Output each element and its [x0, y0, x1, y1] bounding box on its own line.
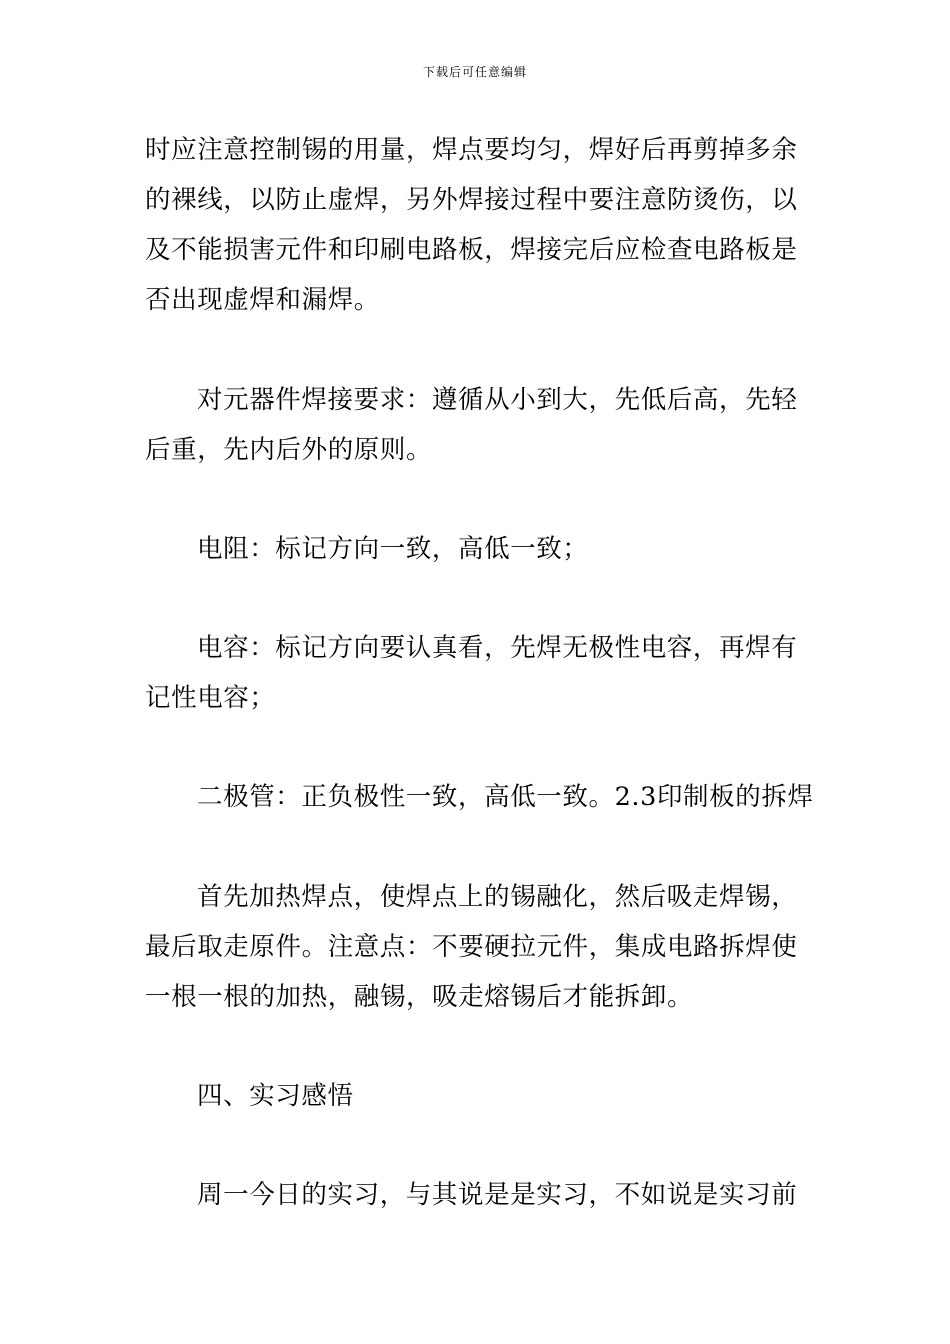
paragraph-desoldering [145, 872, 809, 1022]
paragraph-line: 时应注意控制锡的用量，焊点要均匀，焊好后再剪掉多余 [145, 135, 798, 165]
paragraph-line: 否出现虚焊和漏焊。 [145, 285, 380, 315]
paragraph-line: 记性电容； [145, 683, 276, 713]
paragraph-line: 对元器件焊接要求：遵循从小到大，先低后高，先轻 [197, 385, 798, 415]
paragraph-diode [145, 772, 814, 822]
page-header: 下载后可任意编辑 [422, 65, 527, 79]
paragraph-soldering-notes [145, 125, 809, 325]
paragraph-line: 电容：标记方向要认真看，先焊无极性电容，再焊有 [197, 633, 798, 663]
paragraph-line: 首先加热焊点，使焊点上的锡融化，然后吸走焊锡， [197, 882, 798, 912]
paragraph-line: 的裸线，以防止虚焊，另外焊接过程中要注意防烫伤，以 [145, 185, 798, 215]
paragraph-line: 周一今日的实习，与其说是是实习，不如说是实习前 [197, 1180, 798, 1210]
paragraph-line: 一根一根的加热，融锡，吸走熔锡后才能拆卸。 [145, 982, 694, 1012]
paragraph-line: 电阻：标记方向一致，高低一致； [197, 534, 589, 564]
paragraph-capacitor [145, 623, 809, 723]
paragraph-line: 二极管：正负极性一致，高低一致。2.3印制板的拆焊 [197, 782, 814, 812]
paragraph-line: 最后取走原件。注意点：不要硬拉元件，集成电路拆焊使 [145, 932, 798, 962]
paragraph-line: 四、实习感悟 [197, 1081, 354, 1111]
paragraph-component-requirements [145, 375, 809, 475]
section-heading-internship-reflections [145, 1071, 809, 1121]
paragraph-line: 后重，先内后外的原则。 [145, 435, 433, 465]
paragraph-resistor [145, 524, 809, 574]
paragraph-reflection-start [145, 1170, 809, 1220]
paragraph-line: 及不能损害元件和印刷电路板，焊接完后应检查电路板是 [145, 235, 798, 265]
